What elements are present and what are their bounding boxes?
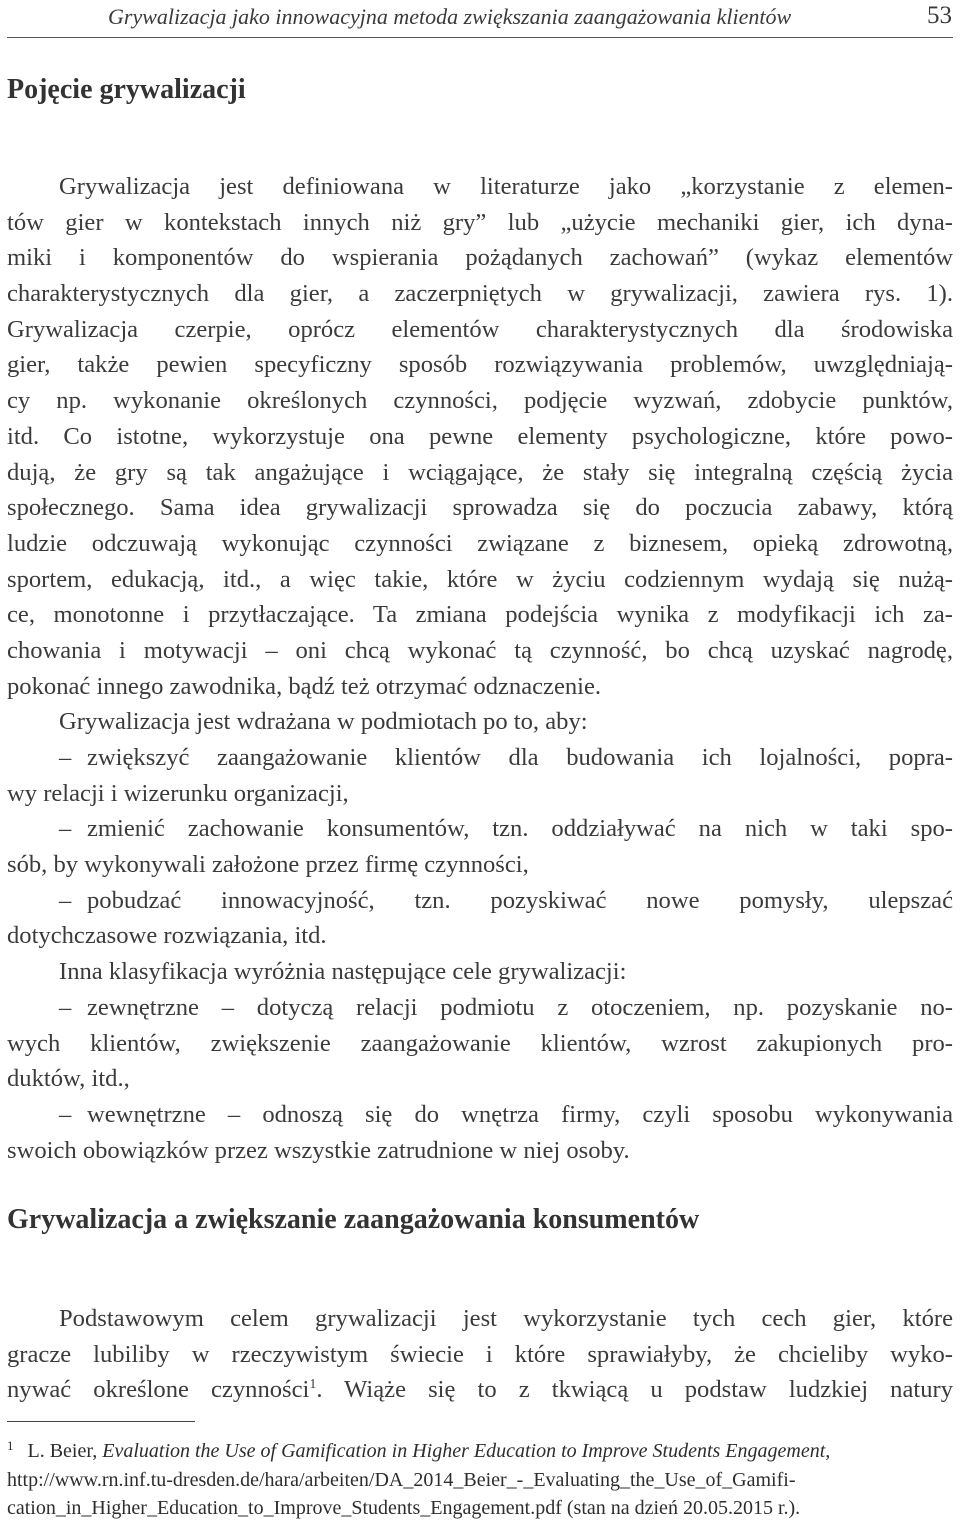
running-title: Grywalizacja jako innowacyjna metoda zwiększania zaangażowania klientów	[108, 4, 792, 29]
dash-bullet: –	[59, 993, 72, 1021]
text-line: Grywalizacja jest definiowana w literaturze jako „korzystanie z elemen-	[59, 173, 953, 200]
text-line: pokonać innego zawodnika, bądź też otrzymać odznaczenie.	[7, 672, 602, 700]
text-line: charakterystycznych dla gier, a zaczerpniętych w grywalizacji, zawiera rys. 1).	[7, 280, 953, 308]
text-line: miki i komponentów do wspierania pożądanych zachowań” (wykaz elementów	[7, 244, 953, 272]
footnote-number: 1	[7, 1438, 14, 1453]
list-item	[7, 883, 953, 919]
text-line: dują, że gry są tak angażujące i wciągające, że stały się integralną częścią życia	[7, 458, 953, 486]
text-line: chowania i motywacji – oni chcą wykonać tą czynność, bo chcą uzyskać nagrodę,	[7, 636, 953, 664]
footnote-url-continued: cation_in_Higher_Education_to_Improve_Students_Engagement.pdf (stan na dzień 20.05.2015 r.).	[7, 1497, 801, 1519]
text-line: Grywalizacja jest wdrażana w podmiotach po to, aby:	[59, 708, 588, 736]
footnote-reference[interactable]: 1	[309, 1377, 317, 1393]
dash-bullet: –	[59, 815, 72, 843]
text-line: duktów, itd.,	[7, 1065, 130, 1093]
section-body	[7, 169, 953, 1168]
section-heading: Pojęcie grywalizacji	[7, 74, 246, 105]
text-fragment: nywać określone czynności	[7, 1376, 310, 1404]
text-line: cy np. wykonanie określonych czynności, podjęcie wyzwań, zdobycie punktów,	[7, 387, 953, 415]
text-line: wy relacji i wizerunku organizacji,	[7, 779, 349, 807]
text-line: ludzie odczuwają wykonując czynności związane z biznesem, opieką zdrowotną,	[7, 529, 953, 557]
text-line: ce, monotonne i przytłaczające. Ta zmiana podejścia wynika z modyfikacji ich za-	[7, 601, 953, 629]
footnote	[7, 1437, 953, 1523]
section-heading: Grywalizacja a zwiększanie zaangażowania konsumentów	[7, 1204, 700, 1235]
text-line: swoich obowiązków przez wszystkie zatrudnione w niej osoby.	[7, 1136, 630, 1164]
footnote-author: L. Beier,	[27, 1440, 103, 1462]
dash-bullet: –	[59, 1100, 72, 1128]
text-line: Podstawowym celem grywalizacji jest wykorzystanie tych cech gier, które	[59, 1305, 953, 1332]
text-line: Grywalizacja czerpie, oprócz elementów charakterystycznych dla środowiska	[7, 315, 953, 343]
list-item-text: pobudzać innowacyjność, tzn. pozyskiwać nowe pomysły, ulepszać	[87, 886, 953, 914]
text-line: społecznego. Sama idea grywalizacji sprowadza się do poczucia zabawy, którą	[7, 494, 953, 522]
text-line: tów gier w kontekstach innych niż gry” lub „użycie mechaniki gier, ich dyna-	[7, 208, 953, 236]
list-item	[7, 740, 953, 776]
text-line: wych klientów, zwiększenie zaangażowanie klientów, wzrost zakupionych pro-	[7, 1029, 953, 1057]
text-fragment: . Wiąże się to z tkwiącą u podstaw ludzkiej natury	[316, 1376, 953, 1404]
list-item-text: zmienić zachowanie konsumentów, tzn. oddziaływać na nich w taki spo-	[87, 815, 953, 843]
text-line: gracze lubiliby w rzeczywistym świecie i które sprawiałyby, że chcieliby wyko-	[7, 1340, 953, 1368]
text-line: itd. Co istotne, wykorzystuje ona pewne elementy psychologiczne, które powo-	[7, 422, 953, 450]
dash-bullet: –	[59, 744, 72, 771]
list-item	[7, 1097, 953, 1133]
section-body	[7, 1301, 953, 1408]
footnote-url[interactable]: http://www.rn.inf.tu-dresden.de/hara/arbeiten/DA_2014_Beier_-_Evaluating_the_Use_of_Gamifi-	[7, 1468, 796, 1491]
page-number: 53	[927, 2, 952, 29]
running-head	[0, 0, 960, 40]
footnote-rule	[7, 1421, 195, 1422]
dash-bullet: –	[59, 886, 72, 914]
header-rule	[7, 37, 953, 38]
text-line: sób, by wykonywali założone przez firmę czynności,	[7, 851, 529, 879]
list-item-text: zewnętrzne – dotyczą relacji podmiotu z otoczeniem, np. pozyskanie no-	[87, 993, 953, 1021]
list-item	[7, 811, 953, 847]
text-line: gier, także pewien specyficzny sposób rozwiązywania problemów, uwzględniają-	[7, 351, 953, 379]
text-line	[7, 1372, 953, 1408]
text-line: dotychczasowe rozwiązania, itd.	[7, 922, 327, 950]
list-item	[7, 990, 953, 1026]
footnote-line	[7, 1437, 953, 1466]
list-item-text: zwiększyć zaangażowanie klientów dla budowania ich lojalności, popra-	[87, 744, 953, 771]
text-line: sportem, edukacją, itd., a więc takie, które w życiu codziennym wydają się nużą-	[7, 565, 953, 593]
text-line: Inna klasyfikacja wyróżnia następujące cele grywalizacji:	[59, 958, 627, 986]
footnote-title: Evaluation the Use of Gamification in Higher Education to Improve Students Engagement,	[102, 1440, 831, 1462]
list-item-text: wewnętrzne – odnoszą się do wnętrza firmy, czyli sposobu wykonywania	[87, 1100, 953, 1128]
